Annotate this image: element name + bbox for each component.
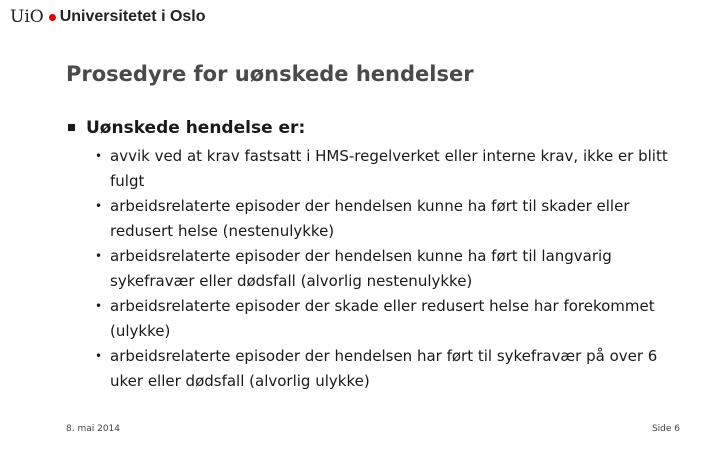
bullet-list [66, 144, 686, 394]
bullet-dot-icon: • [95, 249, 103, 263]
list-item [66, 244, 686, 294]
list-heading-text: Uønskede hendelse er: [86, 118, 306, 138]
list-heading [66, 116, 686, 140]
list-item-text: arbeidsrelaterte episoder der skade eller redusert helse har forekommet (ulykke) [110, 297, 655, 340]
bullet-dot-icon: • [95, 299, 103, 313]
list-item-text: arbeidsrelaterte episoder der hendelsen kunne ha ført til langvarig sykefravær eller dødsfall (alvorlig nestenulykke) [110, 247, 612, 290]
slide-content [66, 116, 686, 394]
bullet-dot-icon: • [95, 199, 103, 213]
slide-title: Prosedyre for uønskede hendelser [66, 62, 474, 86]
bullet-dot-icon: • [95, 349, 103, 363]
list-item-text: arbeidsrelaterte episoder der hendelsen har ført til sykefravær på over 6 uker eller dødsfall (alvorlig ulykke) [110, 347, 658, 390]
page-number: Side 6 [651, 424, 680, 434]
list-item [66, 194, 686, 244]
footer-date: 8. mai 2014 [66, 424, 120, 434]
logo-university-name: Universitetet i Oslo [59, 8, 206, 25]
logo-mark: UiO [10, 7, 44, 27]
uio-logo [10, 6, 206, 28]
list-item [66, 144, 686, 194]
list-item [66, 344, 686, 394]
bullet-dot-icon: • [95, 149, 103, 163]
list-item [66, 294, 686, 344]
square-bullet-icon [68, 124, 75, 131]
seal-dot-icon [49, 14, 56, 21]
list-item-text: arbeidsrelaterte episoder der hendelsen kunne ha ført til skader eller redusert helse (nestenulykke) [110, 197, 630, 240]
list-item-text: avvik ved at krav fastsatt i HMS-regelverket eller interne krav, ikke er blitt fulgt [110, 147, 668, 190]
